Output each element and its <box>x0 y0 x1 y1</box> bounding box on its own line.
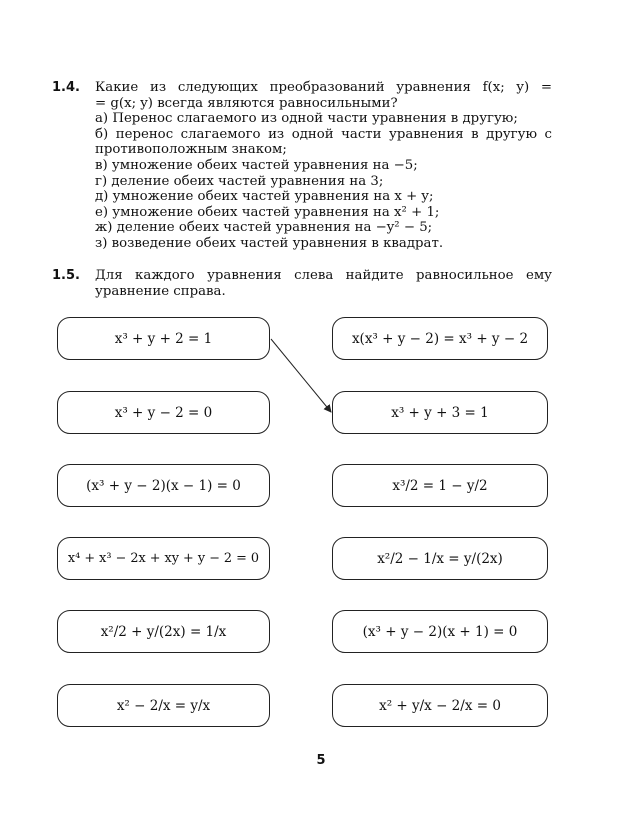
option-b-cont: противоположным знаком; <box>95 142 287 158</box>
option-e: е) умножение обеих частей уравнения на x² + 1; <box>95 204 440 220</box>
option-v: в) умножение обеих частей уравнения на −5; <box>95 157 418 173</box>
equation-text: x⁴ + x³ − 2x + xy + y − 2 = 0 <box>67 551 260 566</box>
option-b: б) перенос слагаемого из одной части уравнения в другую с <box>95 126 552 142</box>
option-d: д) умножение обеих частей уравнения на x + y; <box>95 189 434 205</box>
problem-text-line: = g(x; y) всегда являются равносильными? <box>95 95 398 111</box>
problem-number: 1.4. <box>52 80 80 95</box>
option-zh: ж) деление обеих частей уравнения на −y² − 5; <box>95 220 433 236</box>
problem-number: 1.5. <box>52 268 80 283</box>
problem-text-line: Какие из следующих преобразований уравнения f(x; y) = <box>95 80 552 95</box>
equation-text: x(x³ + y − 2) = x³ + y − 2 <box>351 330 529 347</box>
equation-text: (x³ + y − 2)(x + 1) = 0 <box>362 623 518 640</box>
page-number: 5 <box>316 753 326 768</box>
option-a: а) Перенос слагаемого из одной части уравнения в другую; <box>95 111 518 127</box>
equation-text: x³ + y + 3 = 1 <box>391 404 489 421</box>
problem-text-line: уравнение справа. <box>95 283 226 299</box>
equation-text: x² + y/x − 2/x = 0 <box>379 697 501 714</box>
option-z: з) возведение обеих частей уравнения в квадрат. <box>95 235 444 251</box>
equation-text: x³/2 = 1 − y/2 <box>392 477 488 494</box>
problem-text-line: Для каждого уравнения слева найдите равносильное ему <box>95 268 552 283</box>
option-g: г) деление обеих частей уравнения на 3; <box>95 173 384 189</box>
arrow-line <box>271 339 331 412</box>
equation-text: x³ + y − 2 = 0 <box>114 404 213 421</box>
equation-text: x³ + y + 2 = 1 <box>114 330 213 347</box>
equation-text: x²/2 + y/(2x) = 1/x <box>100 623 227 640</box>
equation-text: x²/2 − 1/x = y/(2x) <box>377 550 503 567</box>
equation-text: x² − 2/x = y/x <box>116 697 211 714</box>
equation-text: (x³ + y − 2)(x − 1) = 0 <box>86 477 241 494</box>
